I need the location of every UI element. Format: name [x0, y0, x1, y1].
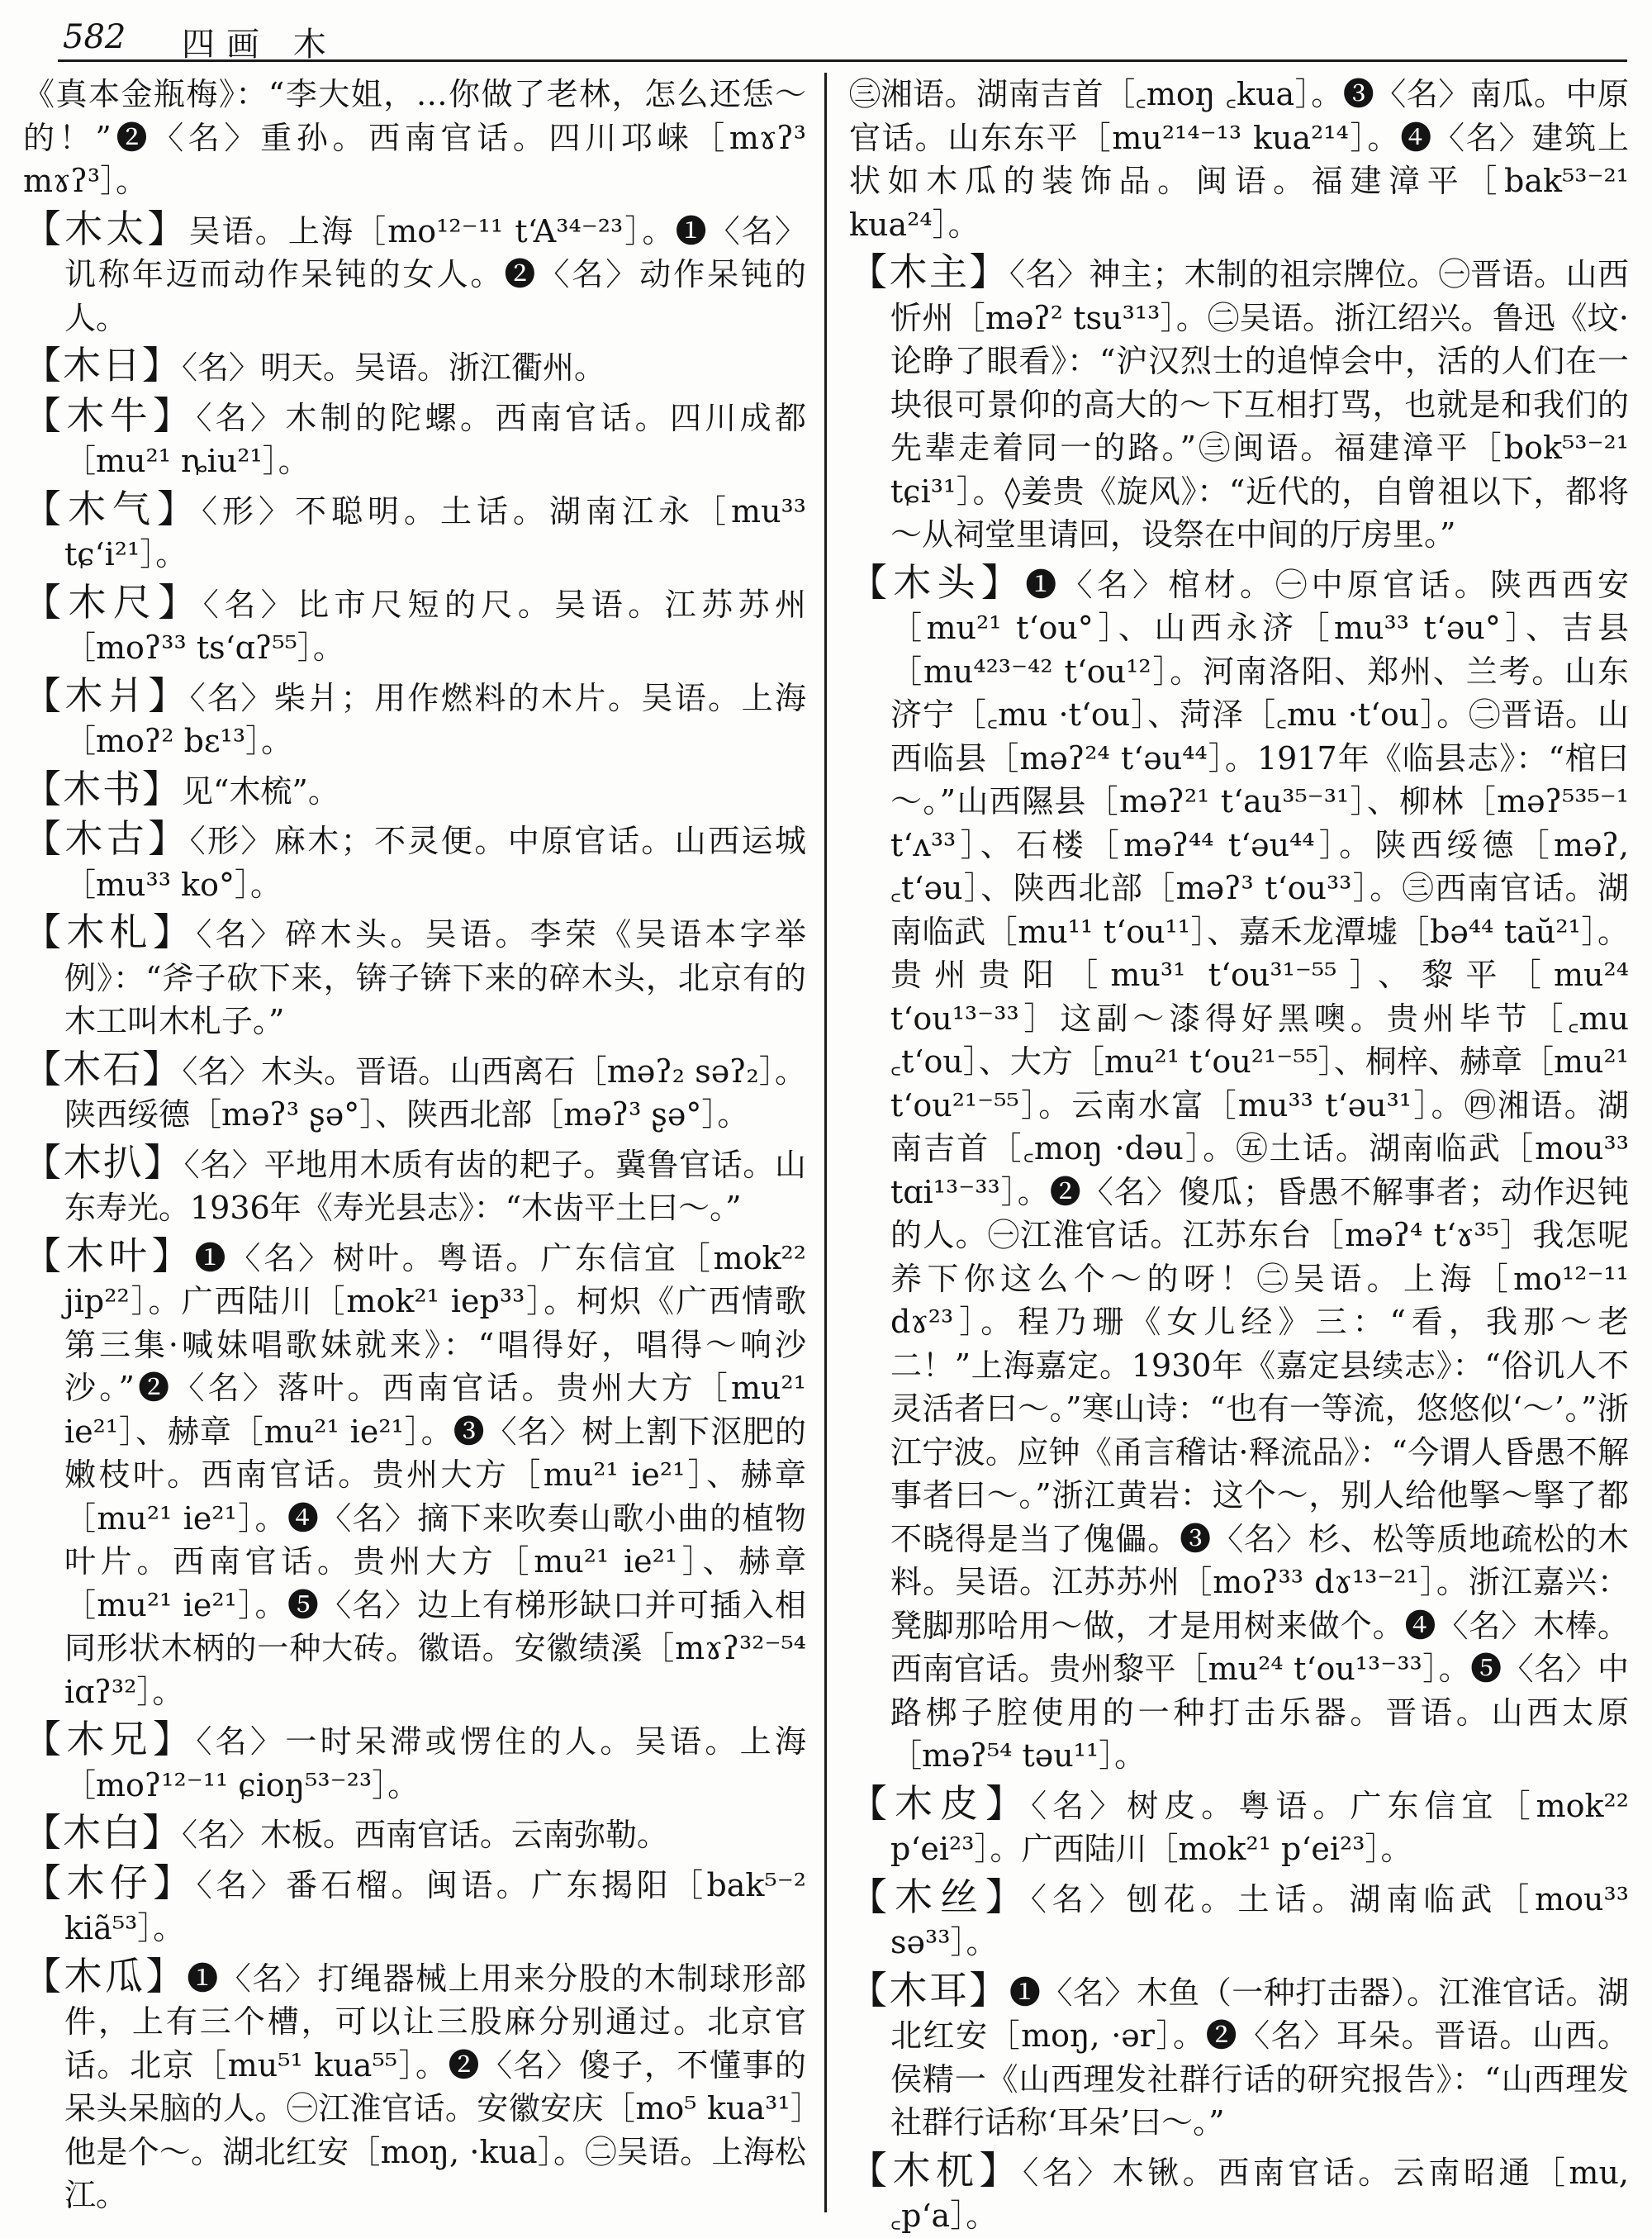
entry-definition: 〈名〉神主；木制的祖宗牌位。㊀晋语。山西忻州［məʔ² tsu³¹³］。㊁吴语。浙江绍兴。鲁迅《坟·论睁了眼看》：“沪汉烈士的追悼会中，活的人们在一块很可景仰的高大的～下互相打骂，也就是和我们的先辈走着同一的路。”㊂闽语。福建漳平［bok⁵³⁻²¹ tɕi³¹］。◊姜贵《旋风》：“近代的，自曾祖以下，都将～从祠堂里请回，设祭在中间的厅房里。” [890, 256, 1629, 553]
right-column [849, 73, 1630, 2234]
entry-definition: ❶〈名〉打绳器械上用来分股的木制球形部件，上有三个槽，可以让三股麻分别通过。北京官话。北京［mu⁵¹ kua⁵⁵］。❷〈名〉傻子，不懂事的呆头呆脑的人。㊀江淮官话。安徽安庆［mo⁵ kua³¹］他是个～。湖北红安［moŋ, ·kua］。㊁吴语。上海松江。 [64, 1960, 806, 2213]
dictionary-entry [23, 1718, 806, 1807]
entry-definition: 〈名〉明天。吴语。浙江衢州。 [182, 349, 606, 386]
column-divider [824, 73, 827, 2212]
entry-headword: 【木兄】 [23, 1717, 197, 1761]
entry-definition: 〈名〉树皮。粤语。广东信宜［mok²² pʻei²³］。广西陆川［mok²¹ pʻei²³］。 [890, 1787, 1630, 1867]
dictionary-entry [23, 674, 806, 763]
dictionary-entry [23, 207, 806, 340]
entry-definition: 〈名〉碎木头。吴语。李荣《吴语本字举例》：“斧子砍下来，锛子锛下来的碎木头，北京有的木工叫木札子。” [64, 916, 806, 1039]
entry-headword: 【木头】 [849, 559, 1026, 605]
entry-definition: 〈名〉一时呆滞或愣住的人。吴语。上海［moʔ¹²⁻¹¹ ɕioŋ⁵³⁻²³］。 [64, 1723, 806, 1803]
entry-definition: 〈名〉木制的陀螺。西南官话。四川成都［mu²¹ ȵiu²¹］。 [64, 399, 806, 479]
dictionary-entry [23, 910, 806, 1043]
entry-definition: 〈名〉木锹。西南官话。云南昭通［mu, ꜀pʻa］。 [890, 2154, 1630, 2234]
entry-headword: 【木尺】 [23, 579, 203, 625]
entry-headword: 【木古】 [23, 816, 190, 861]
entry-definition: 〈名〉木板。西南官话。云南弥勒。 [182, 1817, 669, 1853]
entry-definition: 〈形〉不聪明。土话。湖南江永［mu³³ tɕʻi²¹］。 [64, 492, 807, 573]
entry-definition: 〈名〉柴爿；用作燃料的木片。吴语。上海［moʔ² bɛ¹³］。 [64, 679, 806, 759]
entry-definition: 〈名〉平地用木质有齿的耙子。冀鲁官话。山东寿光。1936年《寿光县志》：“木齿平土曰～。” [64, 1146, 806, 1226]
page-number: 582 [63, 18, 126, 56]
entry-headword: 【木日】 [23, 343, 182, 387]
dictionary-entry [23, 487, 806, 577]
dictionary-entry [23, 394, 806, 483]
entry-definition: 〈名〉番石榴。闽语。广东揭阳［bak⁵⁻² kiã⁵³］。 [64, 1866, 806, 1946]
entry-definition: ❶〈名〉棺材。㊀中原官话。陕西西安［mu²¹ tʻou°］、山西永济［mu³³ tʻəu°］、吉县［mu⁴²³⁻⁴² tʻou¹²］。河南洛阳、郑州、兰考。山东济宁［꜀mu ·tʻou］、菏泽［꜀mu ·tʻou］。㊁晋语。山西临县［məʔ²⁴ tʻəu⁴⁴］。1917年《临县志》：“棺曰～。”山西隰县［məʔ²¹ tʻau³⁵⁻³¹］、柳林［məʔ⁵³⁵⁻¹ tʻʌ³³］、石楼［məʔ⁴⁴ tʻəu⁴⁴］。陕西绥德［məʔ, ꜀tʻəu］、陕西北部［məʔ³ tʻou³³］。㊂西南官话。湖南临武［mu¹¹ tʻou¹¹］、嘉禾龙潭墟［bə⁴⁴ taŭ²¹］。贵州贵阳［mu³¹ tʻou³¹⁻⁵⁵］、黎平［mu²⁴ tʻou¹³⁻³³］这副～漆得好黑噢。贵州毕节［꜀mu ꜀tʻou］、大方［mu²¹ tʻou²¹⁻⁵⁵］、桐梓、赫章［mu²¹ tʻou²¹⁻⁵⁵］。云南水富［mu³³ tʻəu³¹］。㊃湘语。湖南吉首［꜀moŋ ·dəu］。㊄土话。湖南临武［mou³³ tɑi¹³⁻³³］。❷〈名〉傻瓜；昏愚不解事者；动作迟钝的人。㊀江淮官话。江苏东台［məʔ⁴ tʻɤ³⁵］我怎呢养下你这么个～的呀！㊁吴语。上海［mo¹²⁻¹¹ dɤ²³］。程乃珊《女儿经》三：“看，我那～老二！”上海嘉定。1930年《嘉定县续志》：“俗讥人不灵活者曰～。”寒山诗：“也有一等流，悠悠似‘～’。”浙江宁波。应钟《甬言稽诂·释流品》：“今谓人昏愚不解事者曰～。”浙江黄岩：这个～，别人给他掔～掔了都不晓得是当了傀儡。❸〈名〉杉、松等质地疏松的木料。吴语。江苏苏州［moʔ³³ dɤ¹³⁻²¹］。浙江嘉兴：凳脚那哈用～做，才是用树来做个。❹〈名〉木棒。西南官话。贵州黎平［mu²⁴ tʻou¹³⁻³³］。❺〈名〉中路梆子腔使用的一种打击乐器。晋语。山西太原［məʔ⁵⁴ təu¹¹］。 [890, 566, 1629, 1774]
entry-definition: 〈名〉比市尺短的尺。吴语。江苏苏州［moʔ³³ tsʻɑʔ⁵⁵］。 [64, 586, 806, 666]
section-title: 四画 木 [182, 26, 338, 64]
dictionary-entry [23, 581, 806, 670]
entry-headword: 【木白】 [23, 1810, 182, 1855]
entry-headword: 【木扒】 [23, 1139, 184, 1185]
entry-headword: 【木仔】 [23, 1860, 197, 1905]
entry-definition: 吴语。上海［mo¹²⁻¹¹ tʻA³⁴⁻²³］。❶〈名〉讥称年迈而动作呆钝的女人。❷〈名〉动作呆钝的人。 [64, 212, 806, 336]
entry-definition: 见“木梳”。 [182, 772, 339, 810]
entry-definition: 〈名〉刨花。土话。湖南临武［mou³³ sə³³］。 [890, 1880, 1629, 1960]
left-column [23, 73, 806, 2212]
dictionary-entry [849, 1875, 1629, 1965]
entry-headword: 【木瓜】 [23, 1953, 188, 1998]
entry-headword: 【木书】 [23, 766, 182, 811]
entry-headword: 【木牛】 [23, 392, 197, 438]
dictionary-entry [849, 1969, 1629, 2145]
entry-definition: ❶〈名〉木鱼（一种打击器）。江淮官话。湖北红安［moŋ, ·ər］。❷〈名〉耳朵。晋语。山西。侯精一《山西理发社群行话的研究报告》：“山西理发社群行话称‘耳朵’曰～。” [890, 1974, 1629, 2141]
entry-headword: 【木丝】 [849, 1874, 1031, 1919]
entry-headword: 【木气】 [23, 486, 202, 531]
entry-definition: ㊂湘语。湖南吉首［꜀moŋ ꜀kua］。❸〈名〉南瓜。中原官话。山东东平［mu²¹⁴⁻¹³ kua²¹⁴］。❹〈名〉建筑上状如木瓜的装饰品。闽语。福建漳平［bak⁵³⁻²¹ kua²⁴］。 [849, 76, 1629, 243]
dictionary-entry [849, 250, 1629, 557]
entry-definition: 〈名〉木头。晋语。山西离石［məʔ₂ səʔ₂］。陕西绥德［məʔ³ ʂə°］、陕西北部［məʔ³ ʂə°］。 [64, 1052, 806, 1133]
dictionary-entry [23, 1955, 806, 2217]
dictionary-entry [849, 73, 1629, 246]
dictionary-entry [849, 561, 1629, 1778]
entry-definition: ❶〈名〉树叶。粤语。广东信宜［mok²² jip²²］。广西陆川［mok²¹ iep³³］。柯炽《广西情歌第三集·喊妹唱歌妹就来》：“唱得好，唱得～响沙沙。”❷〈名〉落叶。西南官话。贵州大方［mu²¹ ie²¹］、赫章［mu²¹ ie²¹］。❸〈名〉树上割下沤肥的嫩枝叶。西南官话。贵州大方［mu²¹ ie²¹］、赫章［mu²¹ ie²¹］。❹〈名〉摘下来吹奏山歌小曲的植物叶片。西南官话。贵州大方［mu²¹ ie²¹］、赫章［mu²¹ ie²¹］。❺〈名〉边上有梯形缺口并可插入相同形状木柄的一种大砖。徽语。安徽绩溪［mɤʔ³²⁻⁵⁴ iɑʔ³²］。 [64, 1239, 807, 1710]
dictionary-entry [23, 1811, 806, 1857]
dictionary-entry [23, 73, 806, 203]
dictionary-entry [23, 1048, 806, 1137]
dictionary-entry [23, 767, 806, 814]
entry-headword: 【木爿】 [23, 672, 190, 718]
entry-headword: 【木太】 [23, 206, 189, 251]
dictionary-entry [849, 1782, 1629, 1871]
dictionary-entry [23, 1861, 806, 1951]
dictionary-entry [23, 1141, 806, 1230]
entry-headword: 【木皮】 [849, 1780, 1032, 1826]
dictionary-entry [23, 817, 806, 906]
entry-headword: 【木耳】 [849, 1967, 1009, 2012]
entry-headword: 【木叶】 [23, 1233, 195, 1278]
dictionary-entry [849, 2149, 1629, 2238]
entry-headword: 【木主】 [849, 249, 1009, 294]
entry-headword: 【木札】 [23, 910, 197, 954]
dictionary-entry [23, 344, 806, 390]
entry-definition: 《真本金瓶梅》：“李大姐，…你做了老林，怎么还恁～的！”❷〈名〉重孙。西南官话。四川邛崃［mɤʔ³ mɤʔ³］。 [23, 76, 806, 199]
entry-definition: 〈形〉麻木；不灵便。中原官话。山西运城［mu³³ ko°］。 [64, 823, 806, 903]
entry-headword: 【木石】 [23, 1046, 183, 1091]
page-header [58, 18, 1627, 62]
dictionary-entry [23, 1234, 806, 1714]
entry-headword: 【木杌】 [849, 2147, 1023, 2193]
